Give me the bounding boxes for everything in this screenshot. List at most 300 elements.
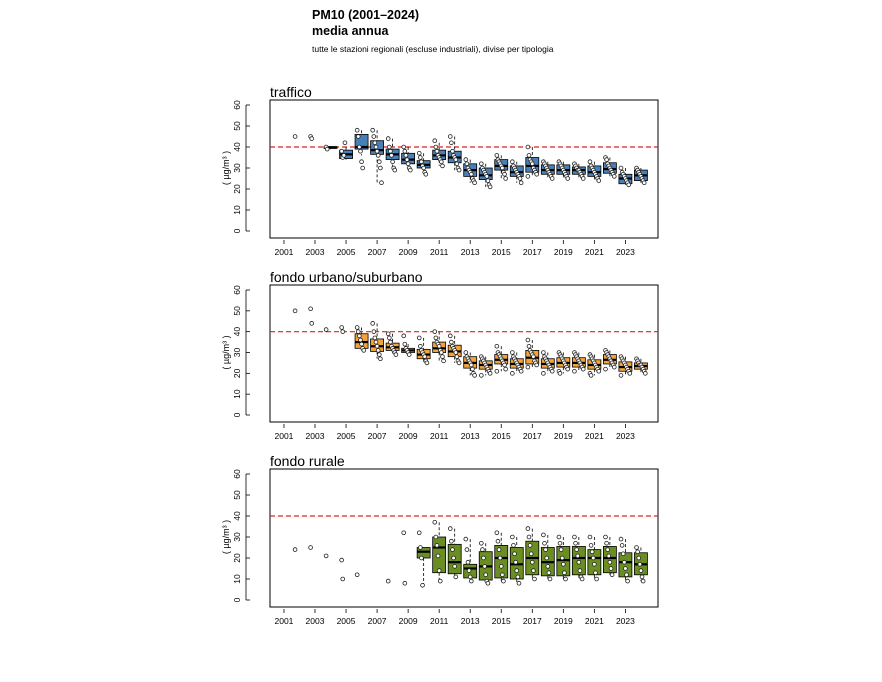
data-point [355,128,359,132]
data-point [544,548,548,552]
data-point [638,562,642,566]
y-tick-label: 0 [232,597,242,603]
data-point [309,546,313,550]
data-point [454,575,458,579]
data-point [563,571,567,575]
y-tick-label: 60 [232,469,242,479]
y-tick-label: 50 [232,121,242,131]
data-point [535,172,539,176]
data-point [378,166,382,170]
x-tick-label: 2015 [491,616,511,626]
y-axis-label: ( µg/m³ ) [221,150,231,186]
data-point [550,369,554,373]
data-point [439,351,443,355]
x-tick-label: 2009 [398,616,418,626]
y-tick-label: 50 [232,490,242,500]
chart-title: traffico [270,84,312,100]
data-point [420,160,424,164]
data-point [433,139,437,143]
data-point [607,554,611,558]
data-point [402,145,406,149]
data-point [643,371,647,375]
data-point [533,577,537,581]
data-point [449,340,453,344]
data-point [526,527,530,531]
data-point [510,371,514,375]
data-point [386,137,390,141]
data-point [542,371,546,375]
data-point [528,544,532,548]
page-subtitle: media annua [312,24,389,38]
data-point [355,326,359,330]
x-tick-label: 2003 [305,616,325,626]
data-point [421,583,425,587]
data-point [527,344,531,348]
data-point [324,328,328,332]
data-point [641,579,645,583]
data-point [550,177,554,181]
data-point [588,535,592,539]
data-point [560,556,564,560]
data-point [510,535,514,539]
data-point [405,158,409,162]
data-point [527,535,531,539]
chart-panel-1 [221,84,658,257]
data-point [504,177,508,181]
data-point [580,577,584,581]
y-tick-label: 30 [232,163,242,173]
y-axis-label: ( µg/m³ ) [221,335,231,370]
data-point [360,160,364,164]
y-tick-label: 10 [232,205,242,215]
data-point [325,147,329,151]
data-point [372,135,376,139]
data-point [451,548,455,552]
data-point [422,166,426,170]
data-point [527,154,531,158]
x-tick-label: 2009 [398,431,418,441]
data-point [359,149,363,153]
data-point [341,330,345,334]
data-point [497,548,501,552]
x-tick-label: 2005 [336,431,356,441]
data-point [626,579,630,583]
x-tick-label: 2011 [430,616,449,626]
x-tick-label: 2015 [491,247,511,257]
data-point [595,577,599,581]
data-point [391,160,395,164]
data-point [604,367,608,371]
y-tick-label: 10 [232,574,242,584]
data-point [640,575,644,579]
y-tick-label: 60 [232,100,242,110]
data-point [371,128,375,132]
data-point [485,175,489,179]
y-tick-label: 0 [232,228,242,234]
chart-panel-2 [221,269,658,441]
data-point [418,344,422,348]
data-point [488,371,492,375]
data-point [578,569,582,573]
data-point [436,554,440,558]
data-point [620,544,624,548]
data-point [526,145,530,149]
data-point [387,145,391,149]
data-point [452,556,456,560]
data-point [457,168,461,172]
data-point [435,544,439,548]
data-point [594,571,598,575]
data-point [451,149,455,153]
data-point [438,579,442,583]
data-point [449,141,453,145]
x-tick-label: 2021 [584,616,604,626]
data-point [573,369,577,373]
data-point [424,172,428,176]
data-point [547,571,551,575]
data-point [453,565,457,569]
data-point [573,535,577,539]
page-title: PM10 (2001–2024) [312,8,420,22]
y-tick-label: 50 [232,306,242,316]
data-point [510,160,514,164]
data-point [360,342,364,346]
data-point [404,154,408,158]
data-point [403,149,407,153]
x-tick-label: 2007 [367,247,387,257]
data-point [531,569,535,573]
data-point [373,141,377,145]
data-point [627,183,631,187]
data-point [519,369,523,373]
data-point [503,172,507,176]
data-point [403,581,407,585]
data-point [566,367,570,371]
data-point [484,573,488,577]
data-point [495,154,499,158]
data-point [437,569,441,573]
data-point [376,349,380,353]
data-point [441,355,445,359]
data-point [420,556,424,560]
data-point [597,369,601,373]
data-point [468,575,472,579]
data-point [473,181,477,185]
data-point [454,158,458,162]
x-tick-label: 2001 [274,247,294,257]
data-point [467,569,471,573]
x-tick-label: 2003 [305,247,325,257]
data-point [407,353,411,357]
data-point [418,546,422,550]
data-point [526,365,530,369]
data-point [359,338,363,342]
data-point [454,351,458,355]
data-point [514,560,518,564]
data-point [471,367,475,371]
data-point [293,135,297,139]
data-point [455,355,459,359]
data-point [512,544,516,548]
data-point [389,149,393,153]
x-tick-label: 2003 [305,431,325,441]
data-point [362,349,366,353]
x-tick-label: 2013 [460,247,480,257]
data-point [624,567,628,571]
data-point [373,336,377,340]
data-point [519,181,523,185]
data-point [531,355,535,359]
data-point [465,548,469,552]
data-point [564,577,568,581]
data-point [340,149,344,153]
x-tick-label: 2005 [336,616,356,626]
data-point [442,359,446,363]
y-tick-label: 20 [232,553,242,563]
data-point [343,141,347,145]
data-point [439,160,443,164]
data-point [625,573,629,577]
chart-title: fondo rurale [270,453,345,469]
data-point [479,374,483,378]
data-point [469,363,473,367]
data-point [589,374,593,378]
data-point [500,166,504,170]
x-tick-label: 2019 [553,247,573,257]
x-tick-label: 2013 [460,431,480,441]
data-point [393,168,397,172]
data-point [341,577,345,581]
data-point [473,374,477,378]
data-point [402,334,406,338]
x-tick-label: 2001 [274,431,294,441]
y-tick-label: 30 [232,347,242,358]
data-point [340,558,344,562]
data-point [558,541,562,545]
data-point [466,560,470,564]
data-point [309,307,313,311]
y-tick-label: 40 [232,326,242,337]
data-point [375,149,379,153]
data-point [417,151,421,155]
data-point [574,541,578,545]
data-point [481,548,485,552]
x-tick-label: 2023 [615,247,635,257]
data-point [610,573,614,577]
data-point [423,355,427,359]
data-point [516,575,520,579]
data-point [390,154,394,158]
x-tick-label: 2013 [460,616,480,626]
x-tick-label: 2023 [615,616,635,626]
x-tick-label: 2017 [522,431,542,441]
y-tick-label: 20 [232,368,242,379]
y-axis-label: ( µg/m³ ) [221,519,231,555]
data-point [591,556,595,560]
data-point [581,367,585,371]
y-tick-label: 40 [232,511,242,521]
data-point [488,185,492,189]
data-point [433,330,437,334]
x-tick-label: 2009 [398,247,418,257]
data-point [417,336,421,340]
data-point [542,351,546,355]
data-point [559,548,563,552]
data-point [482,556,486,560]
data-point [642,181,646,185]
data-point [361,166,365,170]
data-point [375,344,379,348]
data-point [608,560,612,564]
x-tick-label: 2007 [367,616,387,626]
data-point [402,531,406,535]
data-point [619,374,623,378]
data-point [374,145,378,149]
data-point [417,531,421,535]
data-point [546,565,550,569]
y-tick-label: 30 [232,532,242,542]
data-point [479,162,483,166]
data-point [449,539,453,543]
data-point [548,577,552,581]
data-point [622,560,626,564]
data-point [434,535,438,539]
data-point [342,154,346,158]
data-point [499,565,503,569]
data-point [389,340,393,344]
y-tick-label: 10 [232,389,242,399]
data-point [486,179,490,183]
data-point [310,321,314,325]
data-point [605,158,609,162]
x-tick-label: 2017 [522,616,542,626]
data-point [433,520,437,524]
data-point [510,351,514,355]
data-point [526,175,530,179]
data-point [576,554,580,558]
data-point [605,541,609,545]
data-point [377,160,381,164]
x-tick-label: 2021 [584,247,604,257]
x-tick-label: 2019 [553,616,573,626]
data-point [557,535,561,539]
data-point [500,573,504,577]
data-point [386,332,390,336]
data-point [619,166,623,170]
data-point [356,135,360,139]
data-point [545,556,549,560]
data-point [378,357,382,361]
data-point [589,544,593,548]
data-point [464,351,468,355]
data-point [372,330,376,334]
data-point [518,177,522,181]
data-point [441,164,445,168]
data-point [606,548,610,552]
x-tick-label: 2021 [584,431,604,441]
x-tick-label: 2007 [367,431,387,441]
data-point [455,162,459,166]
data-point [543,541,547,545]
data-point [558,371,562,375]
data-point [371,321,375,325]
data-point [597,179,601,183]
data-point [457,361,461,365]
data-point [498,556,502,560]
data-point [357,334,361,338]
x-tick-label: 2011 [430,431,449,441]
data-point [425,361,429,365]
data-point [588,160,592,164]
data-point [465,162,469,166]
data-point [619,537,623,541]
data-point [387,336,391,340]
data-point [469,579,473,583]
data-point [495,344,499,348]
data-point [293,548,297,552]
x-tick-label: 2005 [336,247,356,257]
data-point [609,567,613,571]
data-point [293,309,297,313]
data-point [434,336,438,340]
data-point [435,149,439,153]
data-point [479,541,483,545]
data-point [469,172,473,176]
data-point [376,154,380,158]
data-point [575,548,579,552]
data-point [503,363,507,367]
data-point [515,569,519,573]
data-point [380,181,384,185]
data-point [495,369,499,373]
data-point [448,135,452,139]
data-point [577,560,581,564]
x-tick-label: 2017 [522,247,542,257]
data-point [437,344,441,348]
data-point [448,334,452,338]
data-point [324,554,328,558]
data-point [581,177,585,181]
data-point [504,367,508,371]
x-tick-label: 2015 [491,431,511,441]
data-point [374,340,378,344]
data-point [592,562,596,566]
data-point [517,581,521,585]
data-point [542,533,546,537]
data-point [357,145,361,149]
data-point [612,365,616,369]
data-point [628,371,632,375]
data-point [386,579,390,583]
data-point [530,560,534,564]
chart-title: fondo urbano/suburbano [270,269,423,285]
y-tick-label: 40 [232,142,242,152]
data-point [355,573,359,577]
data-point [394,353,398,357]
data-point [406,162,410,166]
x-tick-label: 2019 [553,431,573,441]
data-point [590,550,594,554]
data-point [526,338,530,342]
data-point [635,546,639,550]
x-tick-label: 2011 [430,247,449,257]
data-point [621,552,625,556]
data-point [530,162,534,166]
data-point [604,535,608,539]
data-point [637,556,641,560]
data-point [636,550,640,554]
data-point [408,168,412,172]
